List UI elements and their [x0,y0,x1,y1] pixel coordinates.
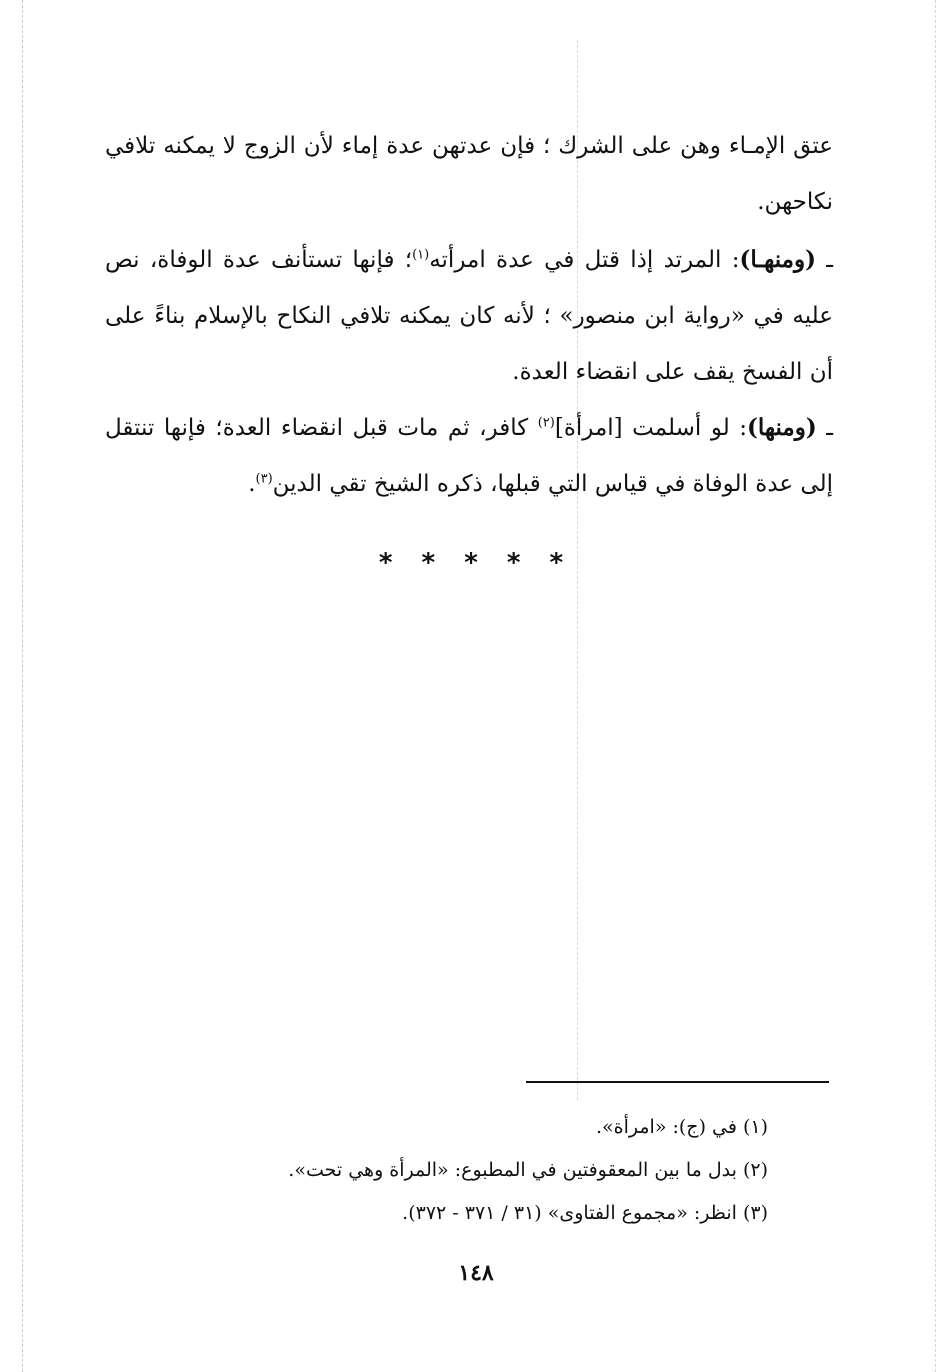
footnote-2 [240,1149,768,1192]
paragraph-text: : لو أسلمت [امرأة] [554,415,747,441]
footnote-divider [526,1081,829,1083]
footnote-text: انظر: «مجموع الفتاوى» (٣١ / ٣٧١ - ٣٧٢). [402,1202,737,1224]
paragraph-lead-heading: (ومنها) [746,414,817,441]
paragraph-dash: ـ [826,415,833,441]
footnote-text: بدل ما بين المعقوفتين في المطبوع: «المرأة وهي تحت». [288,1159,737,1181]
paragraph-2 [105,232,833,400]
paragraph-text: : المرتد إذا قتل في عدة امرأته [429,247,740,273]
paragraph-text: كافر، ثم مات قبل انقضاء العدة؛ فإنها تنتقل إلى عدة الوفاة في قياس التي قبلها، ذكره الشيخ تقي الدين [105,415,833,497]
footnote-reference-3[interactable]: (٣) [255,471,273,487]
footnote-reference-2[interactable]: (٢) [537,415,555,431]
footnote-reference-1[interactable]: (١) [412,247,430,263]
footnote-1 [240,1106,768,1149]
paragraph-text: . [248,471,256,497]
footnote-number: (٣) [742,1202,768,1224]
footnote-text: في (ج): «امرأة». [595,1116,737,1138]
footnote-number: (١) [742,1116,768,1138]
paragraph-dash: ـ [826,247,834,273]
footnotes-section [240,1106,768,1235]
footnote-number: (٢) [742,1159,768,1181]
paragraph-lead-heading: (ومنهـا) [739,246,816,273]
scan-artifact-line-right [935,0,936,1372]
scan-artifact-line-left [22,0,23,1372]
paragraph-text: ؛ فإنها تستأنف عدة الوفاة، نص عليه في «رواية ابن منصور» ؛ لأنه كان يمكنه تلافي النكاح بالإسلام بناءً على أن الفسخ يقف على انقضاء العدة. [105,247,833,385]
footnote-3 [240,1192,768,1235]
paragraph-1: عتق الإمـاء وهن على الشرك ؛ فإن عدتهن عدة إماء لأن الزوج لا يمكنه تلافي نكاحهن. [105,133,833,215]
paragraph-3 [105,400,833,512]
section-separator-stars: * * * * * [378,548,574,578]
page-number: ١٤٨ [458,1260,494,1286]
